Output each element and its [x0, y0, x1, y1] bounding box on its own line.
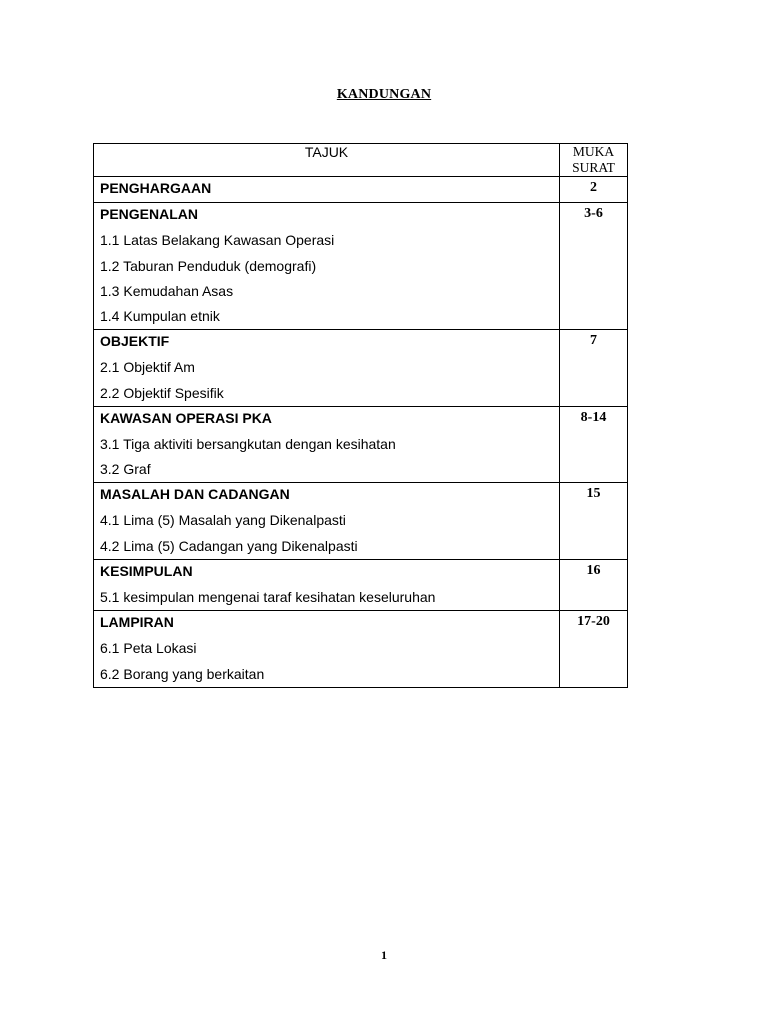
contents-row — [94, 177, 628, 203]
section-topic-cell — [94, 611, 560, 688]
subsection-item: 1.4 Kumpulan etnik — [100, 307, 220, 324]
contents-row — [94, 559, 628, 610]
subsection-item: 1.2 Taburan Penduduk (demografi) — [100, 257, 317, 274]
page-header-line-1: MUKA — [572, 144, 615, 159]
subsection-item: 5.1 kesimpulan mengenai taraf kesihatan keseluruhan — [100, 589, 436, 605]
subsection-item: 3.1 Tiga aktiviti bersangkutan dengan kesihatan — [100, 435, 396, 452]
section-page-number: 16 — [560, 559, 628, 610]
section-topic-cell — [94, 177, 560, 203]
contents-row — [94, 330, 628, 407]
subsection-item: 4.1 Lima (5) Masalah yang Dikenalpasti — [100, 512, 346, 529]
section-heading: LAMPIRAN — [100, 614, 174, 631]
contents-body — [94, 177, 628, 688]
section-heading: KESIMPULAN — [100, 562, 193, 579]
section-page-number: 17-20 — [560, 611, 628, 688]
section-heading: MASALAH DAN CADANGAN — [100, 486, 290, 503]
section-page-number: 7 — [560, 330, 628, 407]
page-number: 1 — [381, 948, 387, 962]
subsection-item: 6.1 Peta Lokasi — [100, 640, 197, 657]
subsection-item: 3.2 Graf — [100, 461, 151, 478]
section-page-number: 8-14 — [560, 406, 628, 483]
section-page-number: 15 — [560, 483, 628, 560]
page-header-line-2: SURAT — [572, 160, 615, 175]
contents-table — [93, 143, 628, 688]
contents-header-row — [94, 144, 628, 177]
section-topic-cell — [94, 559, 560, 610]
page-column-header — [560, 144, 628, 177]
subsection-item: 2.1 Objektif Am — [100, 359, 195, 376]
section-topic-cell — [94, 406, 560, 483]
contents-row — [94, 203, 628, 330]
document-title: KANDUNGAN — [336, 87, 432, 102]
contents-row — [94, 406, 628, 483]
section-heading: OBJEKTIF — [100, 333, 170, 350]
subsection-item: 4.2 Lima (5) Cadangan yang Dikenalpasti — [100, 537, 358, 554]
topic-column-header: TAJUK — [94, 144, 560, 177]
subsection-item: 2.2 Objektif Spesifik — [100, 384, 224, 401]
subsection-item: 1.1 Latas Belakang Kawasan Operasi — [100, 232, 335, 249]
section-topic-cell — [94, 483, 560, 560]
section-page-number: 3-6 — [560, 203, 628, 330]
section-heading: KAWASAN OPERASI PKA — [100, 409, 272, 426]
section-heading: PENGENALAN — [100, 206, 199, 223]
section-page-number: 2 — [560, 177, 628, 203]
subsection-item: 6.2 Borang yang berkaitan — [100, 665, 265, 682]
contents-row — [94, 483, 628, 560]
contents-row — [94, 611, 628, 688]
section-topic-cell — [94, 330, 560, 407]
section-topic-cell — [94, 203, 560, 330]
subsection-item: 1.3 Kemudahan Asas — [100, 282, 234, 299]
section-heading: PENGHARGAAN — [100, 180, 212, 196]
